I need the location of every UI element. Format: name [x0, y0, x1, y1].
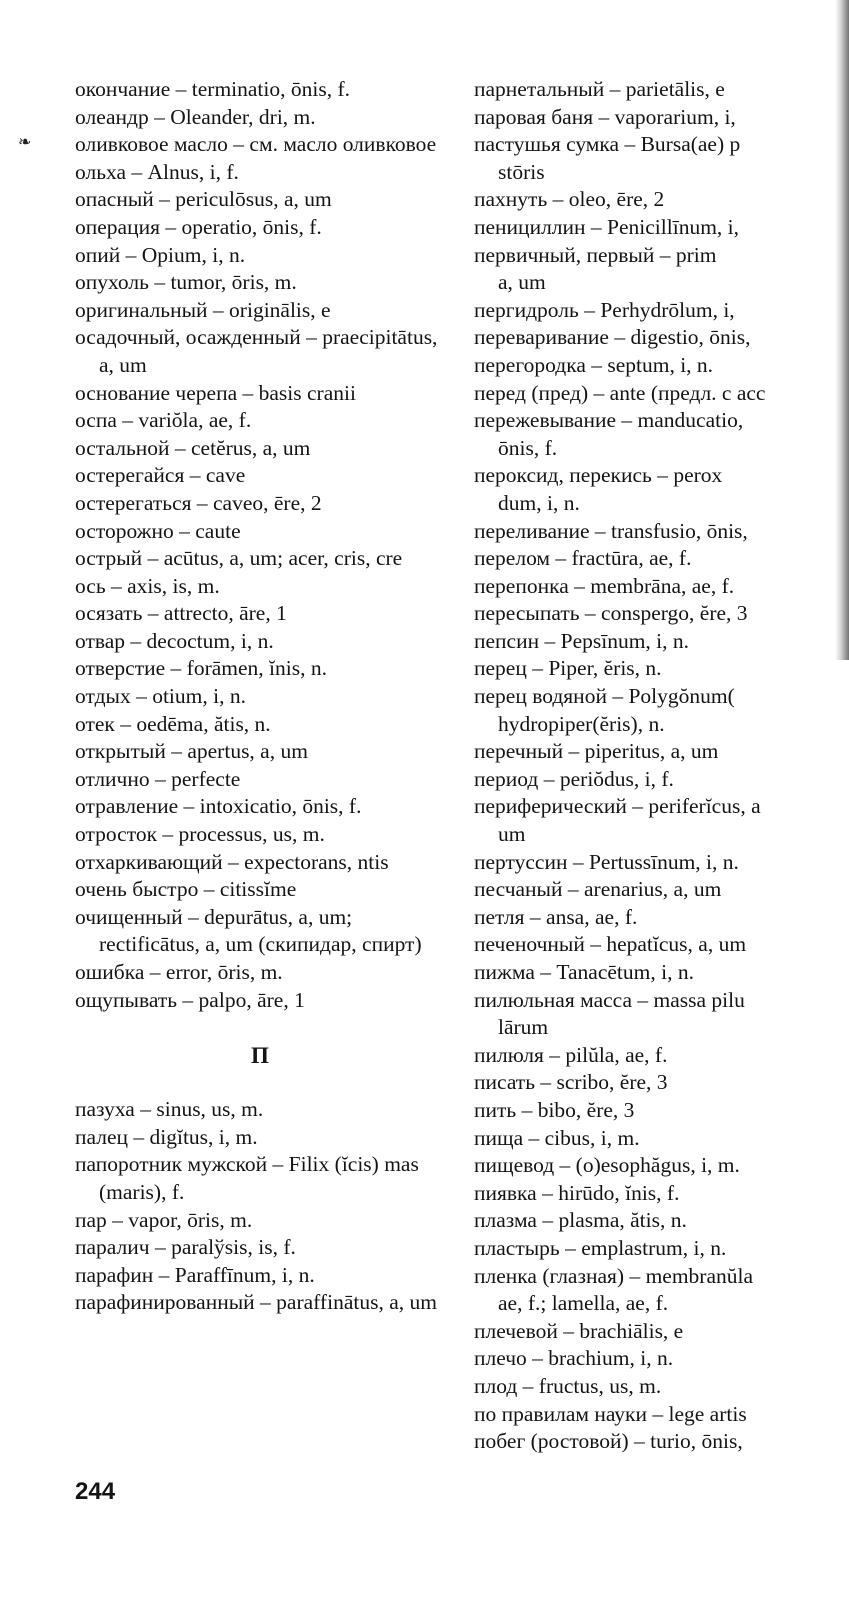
ink-mark: ❧ — [18, 134, 32, 151]
dictionary-entry — [474, 380, 849, 408]
entry-line: пероксид, перекись – perox — [474, 463, 723, 488]
entry-line: перец – Piper, ĕris, n. — [474, 656, 662, 681]
entry-line: перец водяной – Polygŏnum( — [474, 684, 735, 709]
dictionary-entry: отросток – processus, us, m. — [75, 822, 325, 847]
dictionary-entry: очищенный – depurātus, a, um; rectificātus, a, um (скипидар, спирт) — [75, 904, 422, 957]
entry-line: петля – ansa, ae, f. — [474, 904, 638, 929]
dictionary-entry — [474, 849, 849, 877]
dictionary-entry: очень быстро – citissĭme — [75, 877, 297, 902]
entry-line: периферический – periferĭcus, a — [474, 794, 761, 819]
entry-line: пиявка – hirūdo, ĭnis, f. — [474, 1180, 680, 1205]
dictionary-entry: опухоль – tumor, ōris, m. — [75, 270, 297, 295]
dictionary-entry — [474, 1097, 849, 1125]
dictionary-entry — [474, 1152, 849, 1180]
dictionary-entry — [474, 573, 849, 601]
dictionary-entry — [474, 987, 849, 1042]
entry-line: перелом – fractūra, ae, f. — [474, 546, 692, 571]
dictionary-entry — [474, 1069, 849, 1097]
dictionary-entry: отек – oedēma, ătis, n. — [75, 711, 271, 736]
scanned-page-edge — [835, 0, 849, 660]
page-number: 244 — [75, 1478, 116, 1505]
dictionary-entry — [474, 76, 849, 104]
section-heading: П — [251, 1043, 269, 1069]
entry-line: перед (пред) – ante (предл. с acc — [474, 380, 766, 405]
dictionary-entry: оригинальный – originālis, e — [75, 297, 331, 322]
dictionary-entry: осязать – attrecto, āre, 1 — [75, 601, 287, 626]
entry-line: перепонка – membrāna, ae, f. — [474, 573, 735, 598]
entry-continuation: dum, i, n. — [498, 490, 580, 515]
dictionary-entry: ось – axis, is, m. — [75, 573, 220, 598]
dictionary-entry — [474, 545, 849, 573]
dictionary-entry — [474, 324, 849, 352]
dictionary-entry: остерегаться – caveo, ēre, 2 — [75, 490, 322, 515]
dictionary-entry — [474, 876, 849, 904]
entry-line: переваривание – digestio, ōnis, — [474, 325, 751, 350]
dictionary-entry: отдых – otium, i, n. — [75, 684, 246, 709]
entry-line: плод – fructus, us, m. — [474, 1373, 662, 1398]
dictionary-entry: окончание – terminatio, ōnis, f. — [75, 77, 351, 101]
dictionary-entry — [474, 655, 849, 683]
entry-line: пепсин – Pepsīnum, i, n. — [474, 628, 690, 653]
dictionary-entry — [474, 683, 849, 738]
entry-line: пересыпать – conspergo, ĕre, 3 — [474, 601, 748, 626]
entry-line: писать – scribo, ĕre, 3 — [474, 1070, 668, 1095]
dictionary-entry — [474, 1318, 849, 1346]
dictionary-entry — [474, 904, 849, 932]
entry-continuation: um — [498, 822, 526, 847]
dictionary-entry — [474, 518, 849, 546]
entry-line: плечевой – brachiālis, e — [474, 1318, 684, 1343]
dictionary-entry: опасный – periculōsus, a, um — [75, 187, 332, 212]
dictionary-entry — [474, 407, 849, 462]
dictionary-entry: пазуха – sinus, us, m. — [75, 1097, 264, 1122]
right-dictionary-column — [474, 76, 849, 1456]
entry-line: по правилам науки – lege artis — [474, 1401, 747, 1426]
dictionary-entry — [474, 600, 849, 628]
entry-line: период – periŏdus, i, f. — [474, 766, 674, 791]
dictionary-entry — [474, 1401, 849, 1429]
dictionary-entry — [474, 242, 849, 297]
entry-continuation: ōnis, f. — [498, 435, 558, 460]
entry-line: пенициллин – Penicillīnum, i, — [474, 214, 740, 239]
dictionary-entry — [474, 352, 849, 380]
entry-line: пищевод – (o)esophăgus, i, m. — [474, 1153, 740, 1178]
dictionary-entry — [474, 1207, 849, 1235]
entry-continuation: hydropiper(ĕris), n. — [498, 711, 665, 736]
dictionary-entry — [474, 628, 849, 656]
dictionary-entry: операция – operatio, ōnis, f. — [75, 214, 322, 239]
dictionary-entry — [474, 738, 849, 766]
entry-line: пертуссин – Pertussīnum, i, n. — [474, 849, 739, 874]
dictionary-entry: паралич – paralўsis, is, f. — [75, 1235, 296, 1260]
dictionary-entry: острый – acūtus, a, um; acer, cris, cre — [75, 546, 403, 571]
dictionary-entry: отверстие – forāmen, ĭnis, n. — [75, 656, 327, 681]
dictionary-entry: ольха – Alnus, i, f. — [75, 159, 239, 184]
entry-line: парнетальный – parietālis, e — [474, 77, 725, 101]
entry-line: первичный, первый – prim — [474, 242, 717, 267]
dictionary-entry — [474, 462, 849, 517]
dictionary-entry — [474, 297, 849, 325]
entry-line: пища – cibus, i, m. — [474, 1125, 640, 1150]
entry-line: печеночный – hepatĭcus, a, um — [474, 932, 747, 957]
entry-continuation: a, um — [498, 270, 546, 295]
entry-line: плазма – plasma, ătis, n. — [474, 1208, 687, 1233]
entry-line: пережевывание – manducatio, — [474, 408, 744, 433]
dictionary-entry: отхаркивающий – expectorans, ntis — [75, 849, 389, 874]
entry-line: пластырь – emplastrum, i, n. — [474, 1235, 727, 1260]
dictionary-entry: отвар – decoctum, i, n. — [75, 628, 274, 653]
dictionary-entry: оливковое масло – см. масло оливковое — [75, 132, 437, 157]
entry-line: побег (ростовой) – turio, ōnis, — [474, 1429, 743, 1454]
dictionary-entry: ощупывать – palpo, āre, 1 — [75, 987, 305, 1012]
entry-line: паровая баня – vaporarium, i, — [474, 104, 736, 129]
dictionary-entry: парафин – Paraffīnum, i, n. — [75, 1262, 315, 1287]
dictionary-entry — [474, 1263, 849, 1318]
entry-line: пилюльная масса – massa pilu — [474, 987, 745, 1012]
entry-line: пилюля – pilŭla, ae, f. — [474, 1042, 668, 1067]
dictionary-entry — [474, 1373, 849, 1401]
dictionary-entry: основание черепа – basis cranii — [75, 380, 356, 405]
dictionary-entry: осторожно – caute — [75, 518, 241, 543]
dictionary-entry — [474, 1042, 849, 1070]
entry-line: перечный – piperitus, a, um — [474, 739, 719, 764]
dictionary-entry — [474, 131, 849, 186]
dictionary-entry — [474, 1125, 849, 1153]
dictionary-entry — [474, 793, 849, 848]
dictionary-entry — [474, 186, 849, 214]
dictionary-entry — [474, 931, 849, 959]
dictionary-entry: папоротник мужской – Filix (ĭcis) mas (maris), f. — [75, 1152, 419, 1204]
dictionary-entry — [474, 766, 849, 794]
entry-line: переливание – transfusio, ōnis, — [474, 518, 748, 543]
dictionary-entry: опий – Opium, i, n. — [75, 242, 246, 267]
dictionary-entry — [474, 214, 849, 242]
entry-line: пергидроль – Perhydrōlum, i, — [474, 297, 735, 322]
entry-continuation: lārum — [498, 1015, 549, 1040]
dictionary-entry: оспа – variŏla, ae, f. — [75, 408, 252, 433]
dictionary-entry — [474, 1345, 849, 1373]
dictionary-entry: отлично – perfecte — [75, 766, 241, 791]
entry-line: плечо – brachium, i, n. — [474, 1346, 674, 1371]
entry-line: песчаный – arenarius, a, um — [474, 877, 722, 902]
dictionary-entry — [474, 1180, 849, 1208]
dictionary-entry: отравление – intoxicatio, ōnis, f. — [75, 794, 362, 819]
entry-line: перегородка – septum, i, n. — [474, 352, 714, 377]
dictionary-entry: палец – digĭtus, i, m. — [75, 1124, 258, 1149]
entry-line: пастушья сумка – Bursa(ae) p — [474, 132, 741, 157]
entry-continuation: stōris — [498, 159, 545, 184]
entry-continuation: ae, f.; lamella, ae, f. — [498, 1291, 669, 1316]
dictionary-entry: ошибка – error, ōris, m. — [75, 960, 283, 984]
entry-line: пленка (глазная) – membranŭla — [474, 1263, 754, 1288]
dictionary-entry — [474, 959, 849, 987]
entry-line: пахнуть – oleo, ēre, 2 — [474, 187, 665, 212]
dictionary-entry: олеандр – Oleander, dri, m. — [75, 104, 316, 129]
dictionary-entry: пар – vapor, ōris, m. — [75, 1207, 253, 1232]
entry-line: пижма – Tanacētum, i, n. — [474, 960, 694, 984]
dictionary-entry: остальной – cetĕrus, a, um — [75, 435, 311, 460]
dictionary-entry: парафинированный – paraffinātus, a, um — [75, 1290, 437, 1315]
dictionary-entry — [474, 1428, 849, 1456]
dictionary-entry: осадочный, осажденный – praecipitātus, a, um — [75, 325, 438, 377]
dictionary-entry — [474, 104, 849, 132]
dictionary-entry: открытый – apertus, a, um — [75, 739, 308, 764]
dictionary-entry: остерегайся – cave — [75, 463, 246, 488]
dictionary-entry — [474, 1235, 849, 1263]
entry-line: пить – bibo, ĕre, 3 — [474, 1097, 635, 1122]
left-dictionary-column — [75, 76, 445, 1317]
